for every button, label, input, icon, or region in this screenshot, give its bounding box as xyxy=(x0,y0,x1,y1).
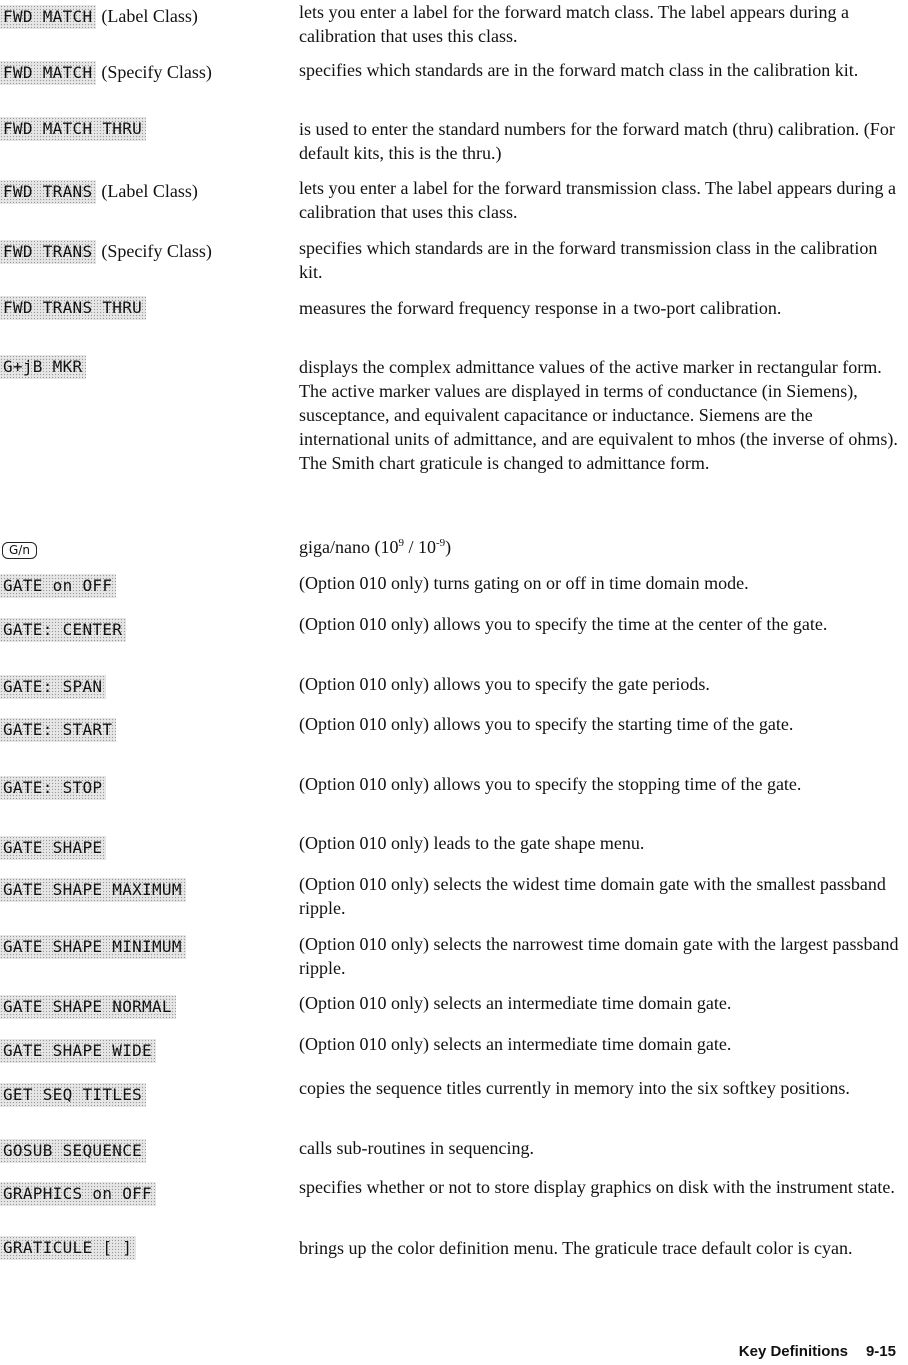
page-footer xyxy=(739,1343,896,1360)
key-description: (Option 010 only) allows you to specify the stopping time of the gate. xyxy=(299,774,802,794)
softkey-label: GRATICULE [ ] xyxy=(0,1236,136,1260)
key-description: lets you enter a label for the forward transmission class. The label appears during a calibration that uses this class. xyxy=(299,178,896,222)
key-description: (Option 010 only) turns gating on or off in time domain mode. xyxy=(299,573,749,593)
gn-exponent-negative: -9 xyxy=(436,537,446,549)
footer-page-number: 9-15 xyxy=(865,1343,896,1360)
key-description: (Option 010 only) allows you to specify the gate periods. xyxy=(299,674,710,694)
softkey-label: FWD MATCH xyxy=(0,5,96,29)
gn-exponent-positive: 9 xyxy=(398,537,404,549)
softkey-label: GATE SHAPE xyxy=(0,836,106,860)
softkey-label: GATE: SPAN xyxy=(0,675,106,699)
softkey-label: GET SEQ TITLES xyxy=(0,1083,146,1107)
softkey-label: FWD TRANS THRU xyxy=(0,296,146,320)
key-description: copies the sequence titles currently in memory into the six softkey positions. xyxy=(299,1078,850,1098)
key-description: (Option 010 only) leads to the gate shape menu. xyxy=(299,833,645,853)
softkey-label: FWD TRANS xyxy=(0,180,96,204)
gn-desc-mid: / 10 xyxy=(403,537,436,557)
softkey-label: GATE SHAPE MINIMUM xyxy=(0,935,186,959)
softkey-label: FWD MATCH THRU xyxy=(0,117,146,141)
gn-desc-prefix: giga/nano (10 xyxy=(299,537,399,557)
key-description: (Option 010 only) allows you to specify the starting time of the gate. xyxy=(299,714,794,734)
softkey-label: GATE: START xyxy=(0,718,116,742)
softkey-label: FWD MATCH xyxy=(0,61,96,85)
key-description: (Option 010 only) selects the narrowest time domain gate with the largest passband ripple. xyxy=(299,934,899,978)
footer-section-title: Key Definitions xyxy=(738,1343,848,1360)
key-description xyxy=(299,535,905,559)
key-description: measures the forward frequency response in a two-port calibration. xyxy=(299,298,782,318)
softkey-label: GATE: STOP xyxy=(0,776,106,800)
key-description: (Option 010 only) allows you to specify the time at the center of the gate. xyxy=(299,614,828,634)
softkey-label: G+jB MKR xyxy=(0,355,86,379)
key-description: specifies which standards are in the forward transmission class in the calibration kit. xyxy=(299,238,878,282)
softkey-label: GRAPHICS on OFF xyxy=(0,1182,156,1206)
key-description: lets you enter a label for the forward match class. The label appears during a calibration that uses this class. xyxy=(299,2,849,46)
key-description: specifies whether or not to store display graphics on disk with the instrument state. xyxy=(299,1177,895,1197)
gn-desc-suffix: ) xyxy=(445,537,452,557)
softkey-label: GATE: CENTER xyxy=(0,618,126,642)
key-qualifier: (Specify Class) xyxy=(101,241,212,261)
softkey-label: GATE on OFF xyxy=(0,574,116,598)
key-description: calls sub-routines in sequencing. xyxy=(299,1138,534,1158)
softkey-label: GATE SHAPE MAXIMUM xyxy=(0,878,186,902)
key-description: (Option 010 only) selects the widest time domain gate with the smallest passband ripple. xyxy=(299,874,886,918)
key-description: displays the complex admittance values of the active marker in rectangular form. The active marker values are displayed in terms of conductance (in Siemens), susceptance, and equivalent capacitance or inductance. Siemens are the international units of admittance, and are equivalent to mhos (the inverse of ohms). The Smith chart graticule is changed to admittance form. xyxy=(299,357,898,473)
key-description: is used to enter the standard numbers for the forward match (thru) calibration. (For default kits, this is the thru.) xyxy=(299,119,895,163)
key-qualifier: (Label Class) xyxy=(101,6,198,26)
softkey-label: GATE SHAPE WIDE xyxy=(0,1039,156,1063)
key-description: (Option 010 only) selects an intermediate time domain gate. xyxy=(299,1034,732,1054)
key-qualifier: (Specify Class) xyxy=(101,62,212,82)
key-description: brings up the color definition menu. The graticule trace default color is cyan. xyxy=(299,1238,853,1258)
softkey-label: GOSUB SEQUENCE xyxy=(0,1139,146,1163)
hardkey-g-n: G/n xyxy=(2,542,37,559)
key-description: specifies which standards are in the forward match class in the calibration kit. xyxy=(299,60,859,80)
softkey-label: FWD TRANS xyxy=(0,240,96,264)
key-qualifier: (Label Class) xyxy=(101,181,198,201)
softkey-label: GATE SHAPE NORMAL xyxy=(0,995,176,1019)
key-description: (Option 010 only) selects an intermediate time domain gate. xyxy=(299,993,732,1013)
